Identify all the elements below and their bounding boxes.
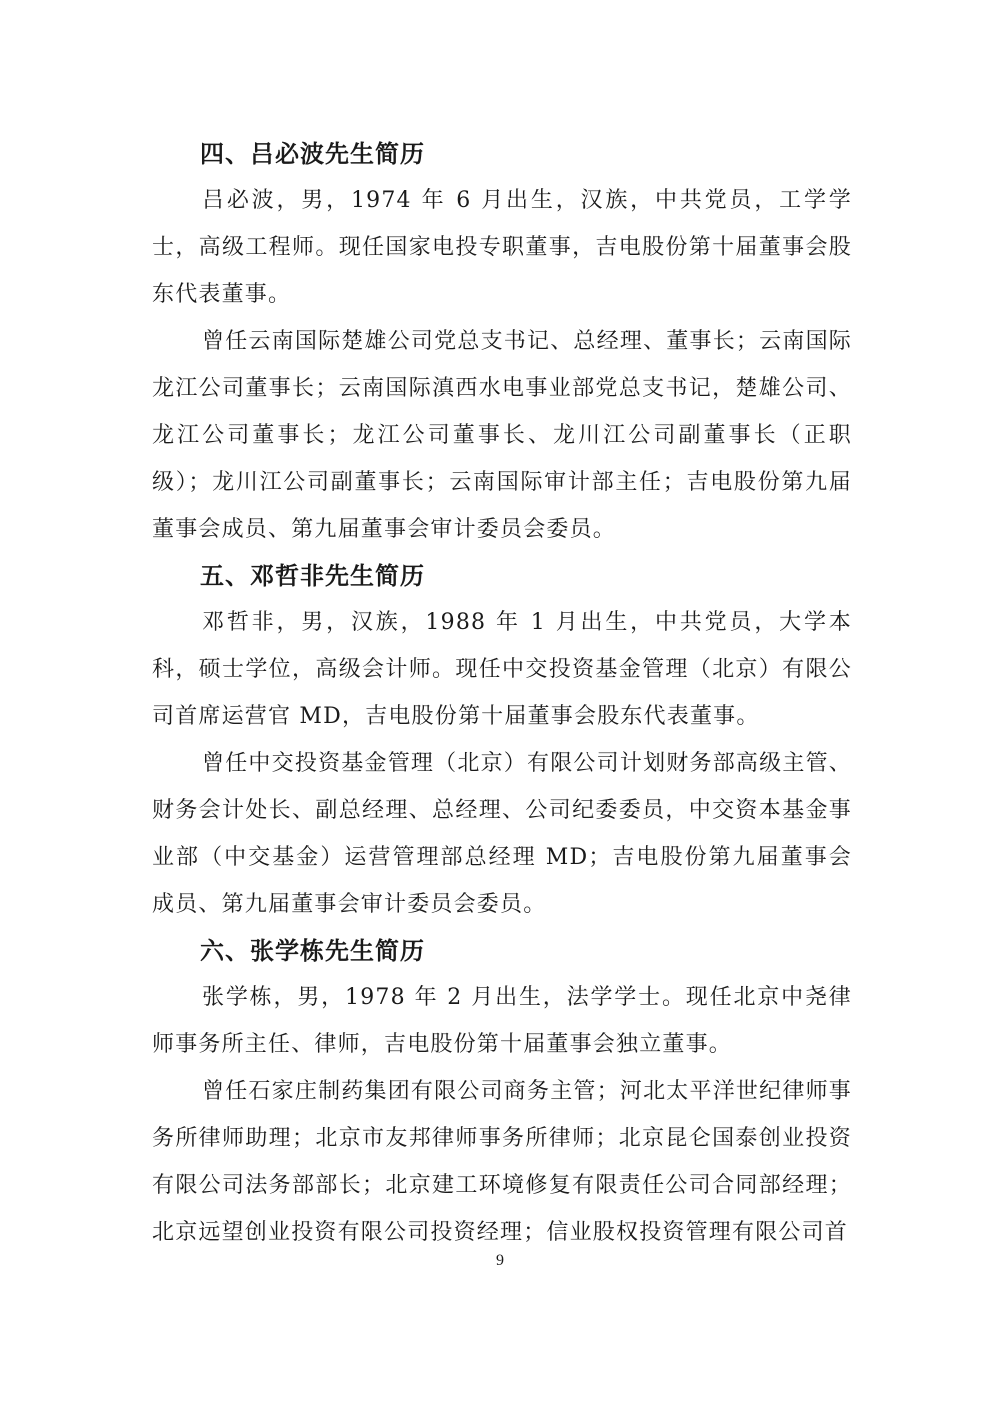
paragraph: 曾任石家庄制药集团有限公司商务主管；河北太平洋世纪律师事务所律师助理；北京市友邦律师事务所律师；北京昆仑国泰创业投资有限公司法务部部长；北京建工环境修复有限责任公司合同部经理；北京远望创业投资有限公司投资经理；信业股权投资管理有限公司首: [152, 1079, 852, 1245]
section-deng-zhefei: [152, 553, 852, 928]
section-zhang-xuedong: [152, 928, 852, 1256]
paragraph: 曾任云南国际楚雄公司党总支书记、总经理、董事长；云南国际龙江公司董事长；云南国际滇西水电事业部党总支书记，楚雄公司、龙江公司董事长；龙江公司董事长、龙川江公司副董事长（正职级）；龙川江公司副董事长；云南国际审计部主任；吉电股份第九届董事会成员、第九届董事会审计委员会委员。: [152, 329, 852, 542]
page-body: [152, 131, 852, 1256]
section-heading: 四、吕必波先生简历: [200, 139, 425, 168]
section-heading: 六、张学栋先生简历: [200, 936, 425, 965]
paragraph: 吕必波，男，1974 年 6 月出生，汉族，中共党员，工学学士，高级工程师。现任国家电投专职董事，吉电股份第十届董事会股东代表董事。: [152, 188, 852, 307]
section-heading: 五、邓哲非先生简历: [200, 561, 425, 590]
paragraph: 邓哲非，男，汉族，1988 年 1 月出生，中共党员，大学本科，硕士学位，高级会计师。现任中交投资基金管理（北京）有限公司首席运营官 MD，吉电股份第十届董事会股东代表董事。: [152, 610, 852, 729]
section-lv-bibo: [152, 131, 852, 553]
paragraph: 张学栋，男，1978 年 2 月出生，法学学士。现任北京中尧律师事务所主任、律师，吉电股份第十届董事会独立董事。: [152, 985, 852, 1057]
paragraph: 曾任中交投资基金管理（北京）有限公司计划财务部高级主管、财务会计处长、副总经理、总经理、公司纪委委员，中交资本基金事业部（中交基金）运营管理部总经理 MD；吉电股份第九届董事会成员、第九届董事会审计委员会委员。: [152, 751, 852, 917]
page-number: 9: [496, 1252, 504, 1269]
